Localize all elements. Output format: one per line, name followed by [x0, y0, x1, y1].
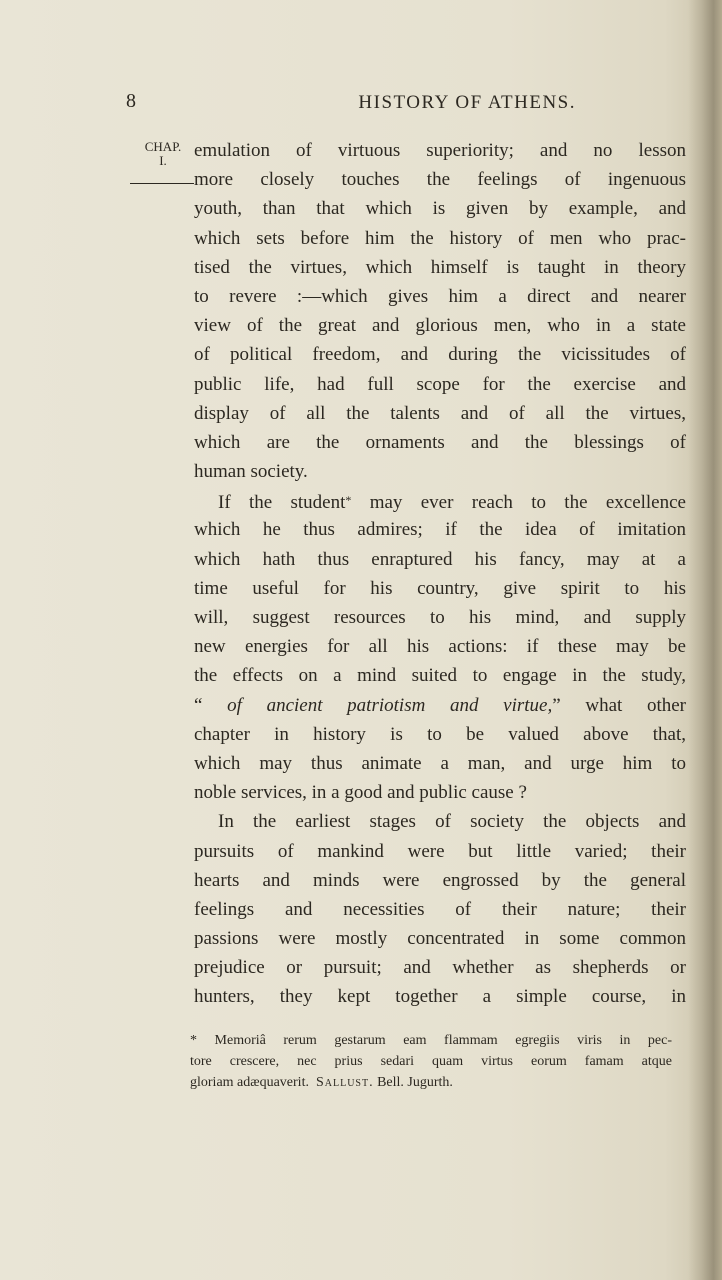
- text-line: hearts and minds were engrossed by the general: [194, 869, 686, 891]
- running-head: [126, 90, 576, 120]
- footnote-line: [190, 1072, 672, 1093]
- text-line: time useful for his country, give spirit to his: [194, 577, 686, 599]
- text-line: chapter in history is to be valued above that,: [194, 723, 686, 745]
- text-line: passions were mostly concentrated in some common: [194, 928, 686, 950]
- text-line: hunters, they kept together a simple course, in: [194, 986, 686, 1008]
- text-line: which he thus admires; if the idea of imitation: [194, 519, 686, 541]
- text-line: which sets before him the history of men who prac-: [194, 227, 686, 249]
- text-line: [194, 691, 686, 720]
- text-line: which may thus animate a man, and urge him to: [194, 752, 686, 774]
- footnote: [190, 1030, 672, 1093]
- margin-rule: [130, 183, 194, 184]
- text-run: Memoriâ rerum gestarum eam flammam egregiis viris in pec-: [214, 1033, 672, 1048]
- text-line: pursuits of mankind were but little varied; their: [194, 840, 686, 862]
- text-line: youth, than that which is given by example, and: [194, 198, 686, 220]
- text-line: [194, 486, 686, 515]
- text-line: tised the virtues, which himself is taught in theory: [194, 256, 686, 278]
- quote-open: “: [194, 694, 203, 716]
- text-run: may ever reach to the excellence: [351, 492, 686, 514]
- text-line: prejudice or pursuit; and whether as shepherds or: [194, 957, 686, 979]
- text-line: new energies for all his actions: if these may be: [194, 636, 686, 658]
- footnote-line: tore crescere, nec prius sedari quam virtus eorum famam atque: [190, 1054, 672, 1069]
- text-line: noble services, in a good and public cause ?: [194, 782, 527, 804]
- text-line: feelings and necessities of their nature; their: [194, 898, 686, 920]
- text-line: the effects on a mind suited to engage in the study,: [194, 665, 686, 687]
- footnote-reference-mark: *: [345, 493, 352, 508]
- text-line: more closely touches the feelings of ingenuous: [194, 169, 686, 191]
- text-line: emulation of virtuous superiority; and no lesson: [194, 140, 686, 161]
- text-line: will, suggest resources to his mind, and supply: [194, 607, 686, 628]
- text-line: which are the ornaments and the blessings of: [194, 431, 686, 453]
- text-line: In the earliest stages of society the objects and: [218, 811, 686, 833]
- page-edge-shadow: [688, 0, 722, 1280]
- text-line: human society.: [194, 461, 308, 483]
- footnote-line: [190, 1030, 672, 1051]
- quote-close: ” what other: [552, 694, 686, 716]
- text-line: to revere :—which gives him a direct and nearer: [194, 285, 686, 307]
- text-line: of political freedom, and during the vicissitudes of: [194, 344, 686, 366]
- text-run: gloriam adæquaverit.: [190, 1075, 309, 1090]
- text-run: If the student: [218, 492, 346, 514]
- footnote-source: Bell. Jugurth.: [377, 1075, 453, 1090]
- chapter-number: I.: [159, 153, 167, 168]
- running-title: HISTORY OF ATHENS.: [358, 92, 576, 113]
- footnote-mark: *: [190, 1033, 197, 1048]
- chapter-label: CHAP.: [144, 139, 182, 154]
- body-text: [194, 136, 686, 1012]
- italic-quote: of ancient patriotism and virtue,: [227, 694, 553, 716]
- text-line: public life, had full scope for the exercise and: [194, 373, 686, 395]
- text-line: which hath thus enraptured his fancy, may at a: [194, 548, 686, 570]
- page-number: 8: [126, 90, 137, 112]
- text-line: display of all the talents and of all the virtues,: [194, 402, 686, 424]
- footnote-author: Sallust.: [315, 1075, 374, 1090]
- chapter-margin-note: [139, 140, 187, 168]
- text-line: view of the great and glorious men, who in a state: [194, 315, 686, 337]
